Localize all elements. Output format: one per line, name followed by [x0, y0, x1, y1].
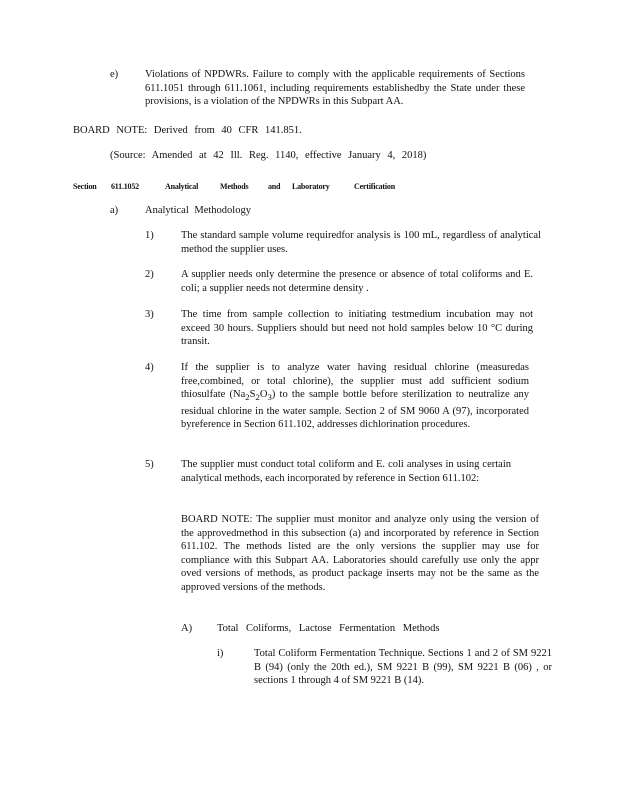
section-title-word: Laboratory: [292, 182, 330, 191]
section-number: 611.1052: [111, 182, 139, 191]
section-title-word: and: [268, 182, 281, 191]
item-A-label: A): [181, 623, 193, 634]
item-i-text: Total Coliform Fermentation Technique. Sections 1 and 2 of SM 9221 B (94) (only the 20th ed.), SM 9221 B (99), SM 9221 B (06) , or sections 1 through 4 of SM 9221 B (14).: [254, 648, 552, 686]
item-a-label: a): [110, 205, 119, 216]
board-note-approved-methods: BOARD NOTE: The supplier must monitor and analyze only using the version of the approvedmethod in this subsection (a) and incorporated by reference in Section 611.102. The methods listed are the only versions the supplier may use for compliance with this Subpart AA. Laboratories should carefully use only the appr oved versions of methods, as product package inserts may not be the same as the approved versions of the methods.: [181, 514, 539, 593]
item-a-title: Analytical Methodology: [145, 205, 251, 216]
section-word: Section: [73, 182, 97, 191]
item-e-label: e): [110, 69, 119, 80]
item-3-label: 3): [145, 309, 154, 320]
section-title-word: Methods: [220, 182, 249, 191]
item-4-text: If the supplier is to analyze water having residual chlorine (measuredas free,combined, or total chlorine), the supplier must add sufficient sodium thiosulfate $(Na_2S_2O_3)$ to the sample bottle before sterilization to neutralize any residual chlorine in the water sample. Section 2 of SM 9060 A (97), incorporated byreference in Section 611.102, addresses dichlorination procedures.: [181, 362, 530, 431]
item-2-text: A supplier needs only determine the presence or absence of total coliforms and E. coli; a supplier needs not determine density .: [181, 269, 533, 294]
item-1-text: The standard sample volume requiredfor analysis is 100 mL, regardless of analytical method the supplier uses.: [181, 230, 541, 255]
item-4-label: 4): [145, 362, 154, 373]
item-1-label: 1): [145, 230, 154, 241]
item-e-text: Violations of NPDWRs. Failure to comply with the applicable requirements of Sections 611.1051 through 611.1061, including requirements establishedby the State under these provisions, is a violation of the NPDWRs in this Subpart AA.: [145, 69, 525, 107]
item-5-label: 5): [145, 459, 154, 470]
item-3-text: The time from sample collection to initiating testmedium incubation may not exceed 30 hours. Suppliers should but need not hold samples below 10 °C during transit.: [181, 309, 533, 347]
item-i-label: i): [217, 648, 224, 659]
board-note-derived: BOARD NOTE: Derived from 40 CFR 141.851.: [73, 125, 302, 136]
source-note: (Source: Amended at 42 Ill. Reg. 1140, effective January 4, 2018): [110, 150, 427, 161]
item-5-text: The supplier must conduct total coliform and E. coli analyses in using certain analytical methods, each incorporated by reference in Section 611.102:: [181, 459, 511, 484]
section-title-word: Certification: [354, 182, 395, 191]
item-2-label: 2): [145, 269, 154, 280]
item-A-text: Total Coliforms, Lactose Fermentation Methods: [217, 623, 440, 634]
section-title-word: Analytical: [165, 182, 199, 191]
